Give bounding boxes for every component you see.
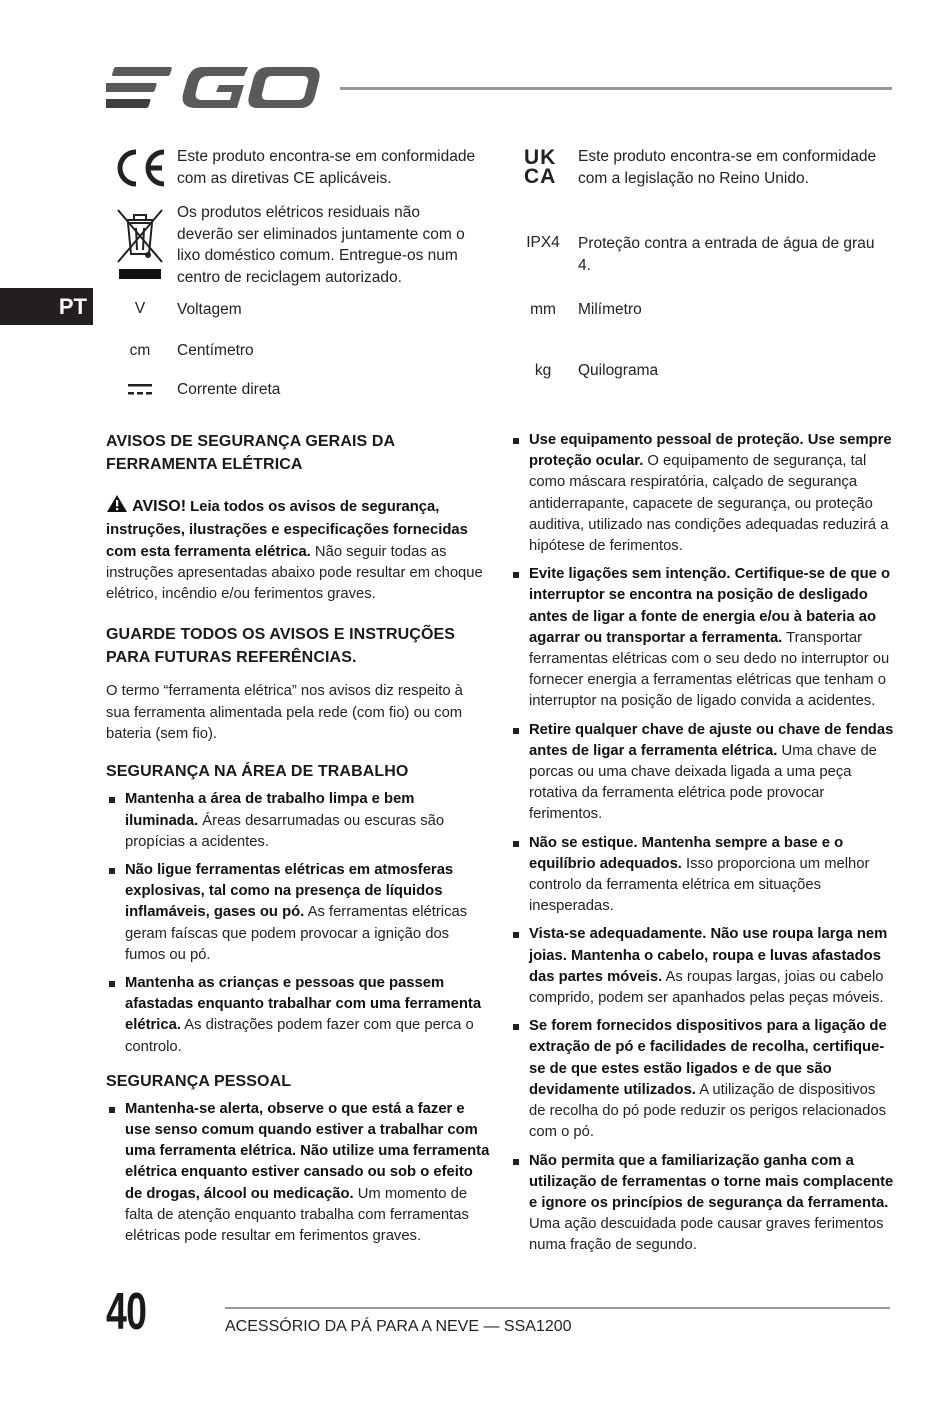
item-bold: Mantenha as crianças e pessoas que passem afastadas enquanto trabalhar com uma ferramenta elétrica. — [125, 975, 482, 1034]
ukca-top: UK — [524, 146, 557, 169]
list-item — [106, 1099, 490, 1247]
item-text: Isso proporciona um melhor controlo da ferramenta elétrica em situações inesperadas. — [529, 855, 870, 915]
ego-logo-icon — [106, 62, 320, 114]
warning-triangle-icon — [106, 494, 128, 520]
heading-personal-safety: SEGURANÇA PESSOAL — [106, 1072, 292, 1090]
kg-symbol: kg — [534, 362, 552, 379]
item-text: Uma chave de porcas ou uma chave deixada ligada a uma peça rotativa da ferramenta elétrica pode provocar ferimentos. — [529, 742, 877, 823]
item-text: Uma ação descuidada pode causar graves ferimentos numa fração de segundo. — [529, 1216, 884, 1254]
dc-text: Corrente direta — [177, 381, 281, 398]
list-item — [510, 430, 894, 557]
item-text: A utilização de dispositivos de recolha do pó pode reduzir os perigos relacionados com o pó. — [529, 1081, 887, 1141]
item-text: As roupas largas, joias ou cabelo comprido, podem ser apanhados pelas peças móveis. — [529, 968, 884, 1007]
heading-general-warnings: AVISOS DE SEGURANÇA GERAIS DA FERRAMENTA ELÉTRICA — [106, 433, 395, 473]
ego-logo — [106, 62, 320, 114]
item-bold: Mantenha a área de trabalho limpa e bem iluminada. — [125, 791, 415, 829]
item-text: Transportar ferramentas elétricas com o seu dedo no interruptor ou fornecer energia a ferramentas elétricas que tenham o interruptor na posição de ligado convida a acidentes. — [529, 629, 890, 710]
mm-text: Milímetro — [578, 301, 642, 318]
item-text: O equipamento de segurança, tal como máscara respiratória, calçado de segurança antiderrapante, capacete de segurança, ou proteção auditiva, utilizado nas condições adequadas reduzirá a hipótese de ferimentos. — [529, 453, 889, 555]
ce-mark-icon — [112, 148, 168, 188]
list-item — [510, 1151, 894, 1257]
left-column — [106, 430, 490, 1254]
item-text: As distrações podem fazer com que perca o controlo. — [125, 1017, 474, 1055]
page-number: 40 — [106, 1283, 147, 1341]
list-item — [106, 789, 490, 853]
item-bold: Use equipamento pessoal de proteção. Use sempre proteção ocular. — [529, 432, 892, 470]
cm-symbol: cm — [129, 342, 151, 359]
direct-current-icon — [128, 383, 154, 397]
footer-rule — [225, 1307, 890, 1309]
list-item — [106, 860, 490, 966]
heading-work-area: SEGURANÇA NA ÁREA DE TRABALHO — [106, 763, 409, 781]
weee-text: Os produtos elétricos residuais não deverão ser eliminados juntamente com o lixo doméstico comum. Entregue-os num centro de reciclagem autorizado. — [177, 204, 465, 286]
ipx4-text: Proteção contra a entrada de água de grau 4. — [578, 235, 875, 274]
item-text: As ferramentas elétricas geram faíscas que podem provocar a ignição dos fumos ou pó. — [125, 904, 468, 963]
ipx4-symbol: IPX4 — [526, 234, 560, 251]
volt-symbol: V — [134, 300, 146, 317]
footer-title: ACESSÓRIO DA PÁ PARA A NEVE — SSA1200 — [225, 1318, 572, 1335]
mm-symbol: mm — [530, 301, 556, 318]
ukca-mark-icon — [524, 148, 564, 188]
ce-text: Este produto encontra-se em conformidade com as diretivas CE aplicáveis. — [177, 148, 476, 187]
ukca-text: Este produto encontra-se em conformidade com a legislação no Reino Unido. — [578, 148, 877, 187]
list-item — [106, 973, 490, 1058]
warning-bold: Leia todos os avisos de segurança, instruções, ilustrações e especificações fornecidas com esta ferramenta elétrica. — [106, 499, 468, 560]
crossed-bin-icon — [115, 206, 165, 280]
item-bold: Não ligue ferramentas elétricas em atmosferas explosivas, tal como na presença de líquidos inflamáveis, gases ou pó. — [125, 861, 454, 921]
power-tool-definition: O termo “ferramenta elétrica” nos avisos diz respeito à sua ferramenta alimentada pela rede (com fio) ou com bateria (sem fio). — [106, 683, 463, 743]
cm-text: Centímetro — [177, 342, 254, 359]
ukca-bottom: CA — [524, 165, 557, 188]
list-item — [510, 720, 894, 826]
list-item — [510, 564, 894, 712]
list-item — [510, 1016, 894, 1143]
item-bold: Não se estique. Mantenha sempre a base e o equilíbrio adequados. — [529, 834, 844, 872]
personal-safety-list — [106, 1099, 490, 1247]
item-text: Um momento de falta de atenção enquanto trabalha com ferramentas elétricas pode resultar em ferimentos graves. — [125, 1185, 469, 1245]
item-bold: Não permita que a familiarização ganha com a utilização de ferramentas o torne mais complacente e ignore os princípios de segurança da ferramenta. — [529, 1152, 894, 1211]
item-text: Áreas desarrumadas ou escuras são propícias a acidentes. — [125, 812, 445, 850]
item-bold: Retire qualquer chave de ajuste ou chave de fendas antes de ligar a ferramenta elétrica. — [529, 721, 894, 759]
warning-rest: Não seguir todas as instruções apresentadas abaixo pode resultar em choque elétrico, incêndio e/ou ferimentos graves. — [106, 543, 483, 603]
volt-text: Voltagem — [177, 301, 242, 318]
heading-keep-instructions: GUARDE TODOS OS AVISOS E INSTRUÇÕES PARA FUTURAS REFERÊNCIAS. — [106, 626, 456, 667]
item-bold: Se forem fornecidos dispositivos para a ligação de extração de pó e facilidades de recolha, certifique-se de que estes estão ligados e de que são devidamente utilizados. — [529, 1018, 887, 1098]
personal-safety-list-continued — [510, 430, 894, 1257]
work-area-list — [106, 789, 490, 1057]
item-bold: Evite ligações sem intenção. Certifique-se de que o interruptor se encontra na posição de desligado antes de ligar a fonte de energia e/ou à bateria ao agarrar ou transportar a ferramenta. — [529, 566, 890, 646]
language-tab: PT — [0, 288, 93, 325]
warning-label: AVISO! — [132, 498, 187, 515]
item-bold: Vista-se adequadamente. Não use roupa larga nem joias. Mantenha o cabelo, roupa e luvas afastados das partes móveis. — [529, 926, 888, 985]
list-item — [510, 833, 894, 918]
header-rule — [340, 87, 892, 90]
right-column — [510, 430, 894, 1264]
kg-text: Quilograma — [578, 362, 659, 379]
warning-paragraph — [106, 494, 490, 605]
list-item — [510, 924, 894, 1009]
item-bold: Mantenha-se alerta, observe o que está a fazer e use senso comum quando estiver a trabalhar com uma ferramenta elétrica. Não utilize uma ferramenta elétrica enquanto estiver cansado ou sob o efeito de drogas, álcool ou medicação. — [125, 1100, 490, 1202]
